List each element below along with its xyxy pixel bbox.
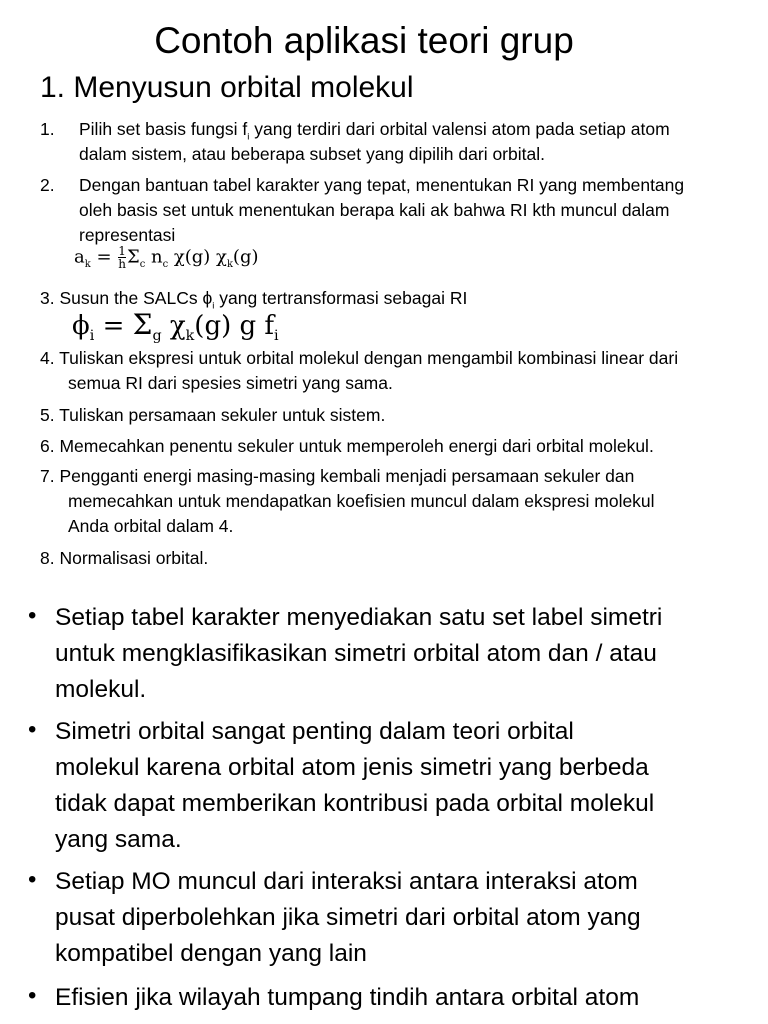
bullet-1-line-1: Setiap tabel karakter menyediakan satu set label simetri	[55, 604, 663, 631]
bullet-4-line-1: Efisien jika wilayah tumpang tindih antara orbital atom	[55, 984, 640, 1011]
bullet-3-line-3: kompatibel dengan yang lain	[55, 940, 367, 967]
step-2-line-3: representasi	[79, 225, 176, 245]
step-4-line-2: semua RI dari spesies simetri yang sama.	[68, 373, 393, 393]
bullet-3-line-2: pusat diperbolehkan jika simetri dari orbital atom yang	[55, 904, 641, 931]
step-1-line-1: Pilih set basis fungsi $f_i$ yang terdiri dari orbital valensi atom pada setiap atom	[79, 119, 670, 143]
bullet-1-line-3: molekul.	[55, 676, 147, 703]
step-7-line-1: 7. Pengganti energi masing-masing kembali menjadi persamaan sekuler dan	[40, 466, 635, 486]
bullet-3-mark: •	[28, 866, 37, 893]
step-3: 3. Susun the SALCs $\phi_i$ yang tertransformasi sebagai RI	[40, 288, 468, 312]
bullet-2-mark: •	[28, 716, 37, 743]
step-2-number: 2.	[40, 175, 55, 195]
bullet-2-line-3: tidak dapat memberikan kontribusi pada orbital molekul	[55, 790, 655, 817]
step-5: 5. Tuliskan persamaan sekuler untuk sistem.	[40, 405, 386, 425]
slide-title: Contoh aplikasi teori grup	[154, 20, 574, 61]
bullet-2-line-4: yang sama.	[55, 826, 182, 853]
step-4-line-1: 4. Tuliskan ekspresi untuk orbital molekul dengan mengambil kombinasi linear dari	[40, 348, 679, 368]
step-6: 6. Memecahkan penentu sekuler untuk memperoleh energi dari orbital molekul.	[40, 436, 654, 456]
bullet-4-mark: •	[28, 982, 37, 1009]
formula-phi: $\phi_i = \Sigma_g$ $\chi_k(g)$ g $f_i$	[72, 308, 279, 345]
section-heading: 1. Menyusun orbital molekul	[40, 71, 414, 104]
fraction-1-over-h: $\frac{1}{h}$	[118, 244, 126, 271]
formula-ak: $a_k$ = $\frac{1}{h}$ $\Sigma_c$ $n_c$ χ(g) $\chi_k(g)$	[74, 244, 259, 271]
bullet-2-line-1: Simetri orbital sangat penting dalam teori orbital	[55, 718, 574, 745]
bullet-1-mark: •	[28, 602, 37, 629]
step-7-line-2: memecahkan untuk mendapatkan koefisien muncul dalam ekspresi molekul	[68, 491, 655, 511]
bullet-3-line-1: Setiap MO muncul dari interaksi antara interaksi atom	[55, 868, 638, 895]
step-1-number: 1.	[40, 119, 55, 139]
step-2-line-2: oleh basis set untuk menentukan berapa kali ak bahwa RI kth muncul dalam	[79, 200, 670, 220]
step-2-line-1: Dengan bantuan tabel karakter yang tepat, menentukan RI yang membentang	[79, 175, 685, 195]
step-1-line-2: dalam sistem, atau beberapa subset yang dipilih dari orbital.	[79, 144, 545, 164]
bullet-2-line-2: molekul karena orbital atom jenis simetri yang berbeda	[55, 754, 649, 781]
step-8: 8. Normalisasi orbital.	[40, 548, 209, 568]
bullet-1-line-2: untuk mengklasifikasikan simetri orbital atom dan / atau	[55, 640, 657, 667]
step-7-line-3: Anda orbital dalam 4.	[68, 516, 234, 536]
